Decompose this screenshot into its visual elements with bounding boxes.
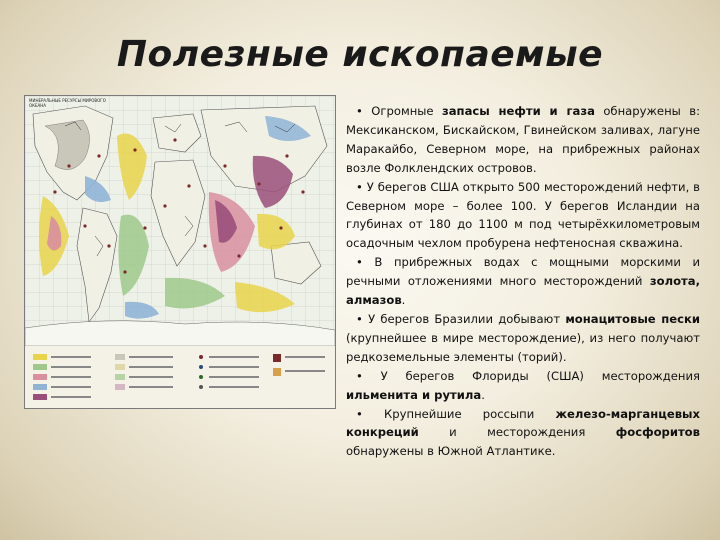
text-segment: • Огромные [356, 104, 442, 118]
bold-term: золота, алмазов [346, 274, 700, 308]
text-segment: обнаружены в Южной Атлантике. [346, 444, 556, 459]
bold-term: монацитовые пески [565, 311, 700, 326]
text-segment: . [481, 387, 485, 402]
bullet-paragraph [346, 102, 700, 178]
map-image [25, 96, 335, 408]
text-segment: . [401, 293, 406, 308]
text-segment: • У берегов Бразилии добывают [356, 311, 566, 326]
bullet-paragraph [346, 178, 700, 254]
mineral-resources-map [24, 95, 336, 409]
text-segment: (крупнейшее в мире месторождение), из него получают редкоземельные элементы (торий). [346, 330, 700, 364]
bullet-paragraph [346, 310, 700, 367]
bold-term: железо-марганцевых конкреций [346, 406, 700, 440]
bullet-paragraph [346, 253, 700, 310]
text-segment: и месторождения [418, 425, 616, 440]
text-segment: • У берегов Флориды (США) месторождения [356, 368, 700, 383]
text-block [346, 102, 700, 461]
text-segment: • В прибрежных водах с мощными морскими и речными отложениями много месторождений [346, 255, 700, 289]
slide-title: Полезные ископаемые [116, 34, 604, 75]
text-segment: • Крупнейшие россыпи [356, 406, 556, 421]
bold-term: запасы нефти и газа [442, 104, 595, 118]
text-segment: • У берегов США открыто 500 месторождений нефти, в Северном море – более 100. У берегов Исландии на глубинах от 180 до 1100 м под четырёхкилометровым осадочным чехлом пробурена нефтеносная скважина. [346, 179, 700, 251]
bold-term: фосфоритов [615, 425, 700, 440]
map-caption: МИНЕРАЛЬНЫЕ РЕСУРСЫ МИРОВОГО ОКЕАНА [29, 98, 106, 108]
bold-term: ильменита и рутила [346, 387, 482, 402]
bullet-paragraph [346, 405, 700, 462]
bullet-paragraph [346, 367, 700, 405]
text-segment: обнаружены в: Мексиканском, Бискайском, Гвинейском заливах, лагуне Маракайбо, Северном море, на прибрежных районах возле Фолклендских островов. [346, 104, 700, 175]
